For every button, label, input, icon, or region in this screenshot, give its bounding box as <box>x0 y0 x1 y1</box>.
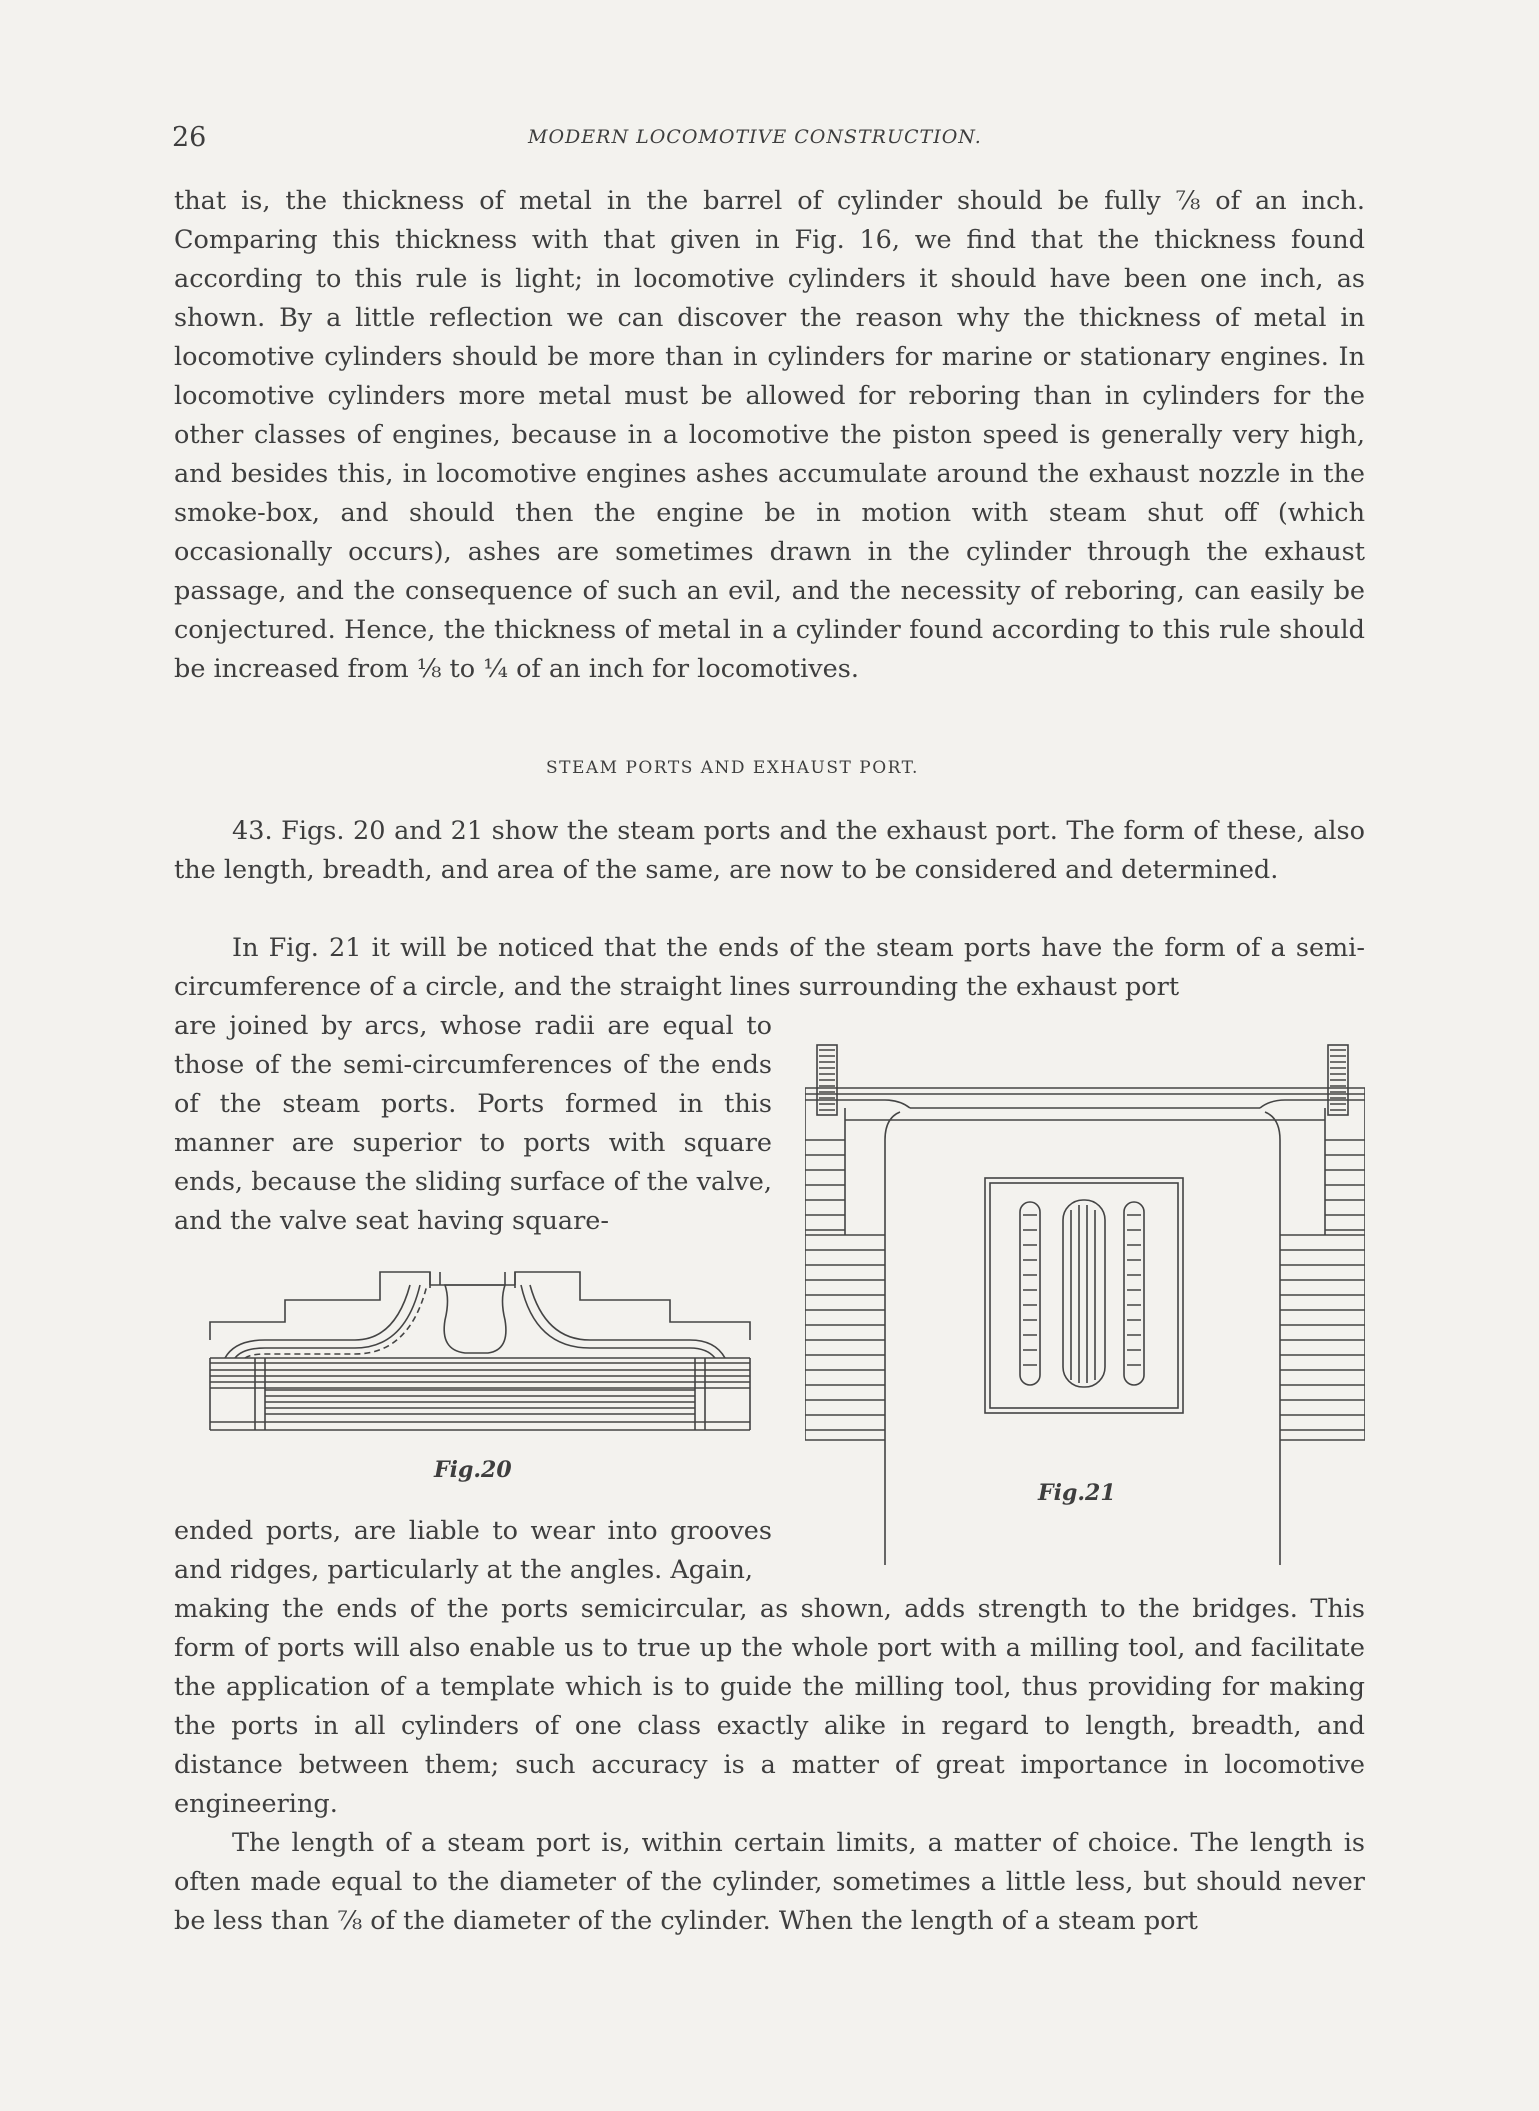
fig20-caption: Fig.20 <box>434 1457 512 1483</box>
paragraph-3-wrapped-top: are joined by arcs, whose radii are equal to those of the semi-circumferences of the ends of the steam ports. Ports formed in this manner are superior to ports with square ends, because the sliding surface of the valve, and the valve seat having square- <box>174 1011 772 1236</box>
running-title: MODERN LOCOMOTIVE CONSTRUCTION. <box>528 126 982 148</box>
paragraph-3-wrapped-bottom: ended ports, are liable to wear into grooves and ridges, particularly at the angles. Again, <box>174 1516 772 1585</box>
paragraph-3-continued: making the ends of the ports semicircular, as shown, adds strength to the bridges. This form of ports will also enable us to true up the whole port with a milling tool, and facilitate the application of a template which is to guide the milling tool, thus providing for making the ports in all cylinders of one class exactly alike in regard to length, breadth, and distance between them; such accuracy is a matter of great importance in locomotive engineering. <box>174 1594 1365 1819</box>
fig20-valve-seat-section <box>205 1270 755 1450</box>
paragraph-3-full-width: In Fig. 21 it will be noticed that the ends of the steam ports have the form of a semi-circumference of a circle, and the straight lines surrounding the exhaust port <box>174 933 1365 1002</box>
paragraph-1: that is, the thickness of metal in the barrel of cylinder should be fully ⅞ of an inch. Comparing this thickness with that given in Fig. 16, we find that the thickness found according to this rule is light; in locomotive cylinders it should have been one inch, as shown. By a little reflection we can discover the reason why the thickness of metal in locomotive cylinders should be more than in cylinders for marine or stationary engines. In locomotive cylinders more metal must be allowed for reboring than in cylinders for the other classes of engines, because in a locomotive the piston speed is generally very high, and besides this, in locomotive engines ashes accumulate around the exhaust nozzle in the smoke-box, and should then the engine be in motion with steam shut off (which occasionally occurs), ashes are sometimes drawn in the cylinder through the exhaust passage, and the consequence of such an evil, and the necessity of reboring, can easily be conjectured. Hence, the thickness of metal in a cylinder found according to this rule should be increased from ⅛ to ¼ of an inch for locomotives. <box>174 186 1365 684</box>
section-heading: STEAM PORTS AND EXHAUST PORT. <box>546 758 919 778</box>
paragraph-4: The length of a steam port is, within certain limits, a matter of choice. The length is often made equal to the diameter of the cylinder, sometimes a little less, but should never be less than ⅞ of the diameter of the cylinder. When the length of a steam port <box>174 1828 1365 1936</box>
fig21-caption: Fig.21 <box>1038 1480 1116 1506</box>
page-number: 26 <box>172 122 207 153</box>
paragraph-43: 43. Figs. 20 and 21 show the steam ports and the exhaust port. The form of these, also the length, breadth, and area of the same, are now to be considered and determined. <box>174 816 1365 885</box>
